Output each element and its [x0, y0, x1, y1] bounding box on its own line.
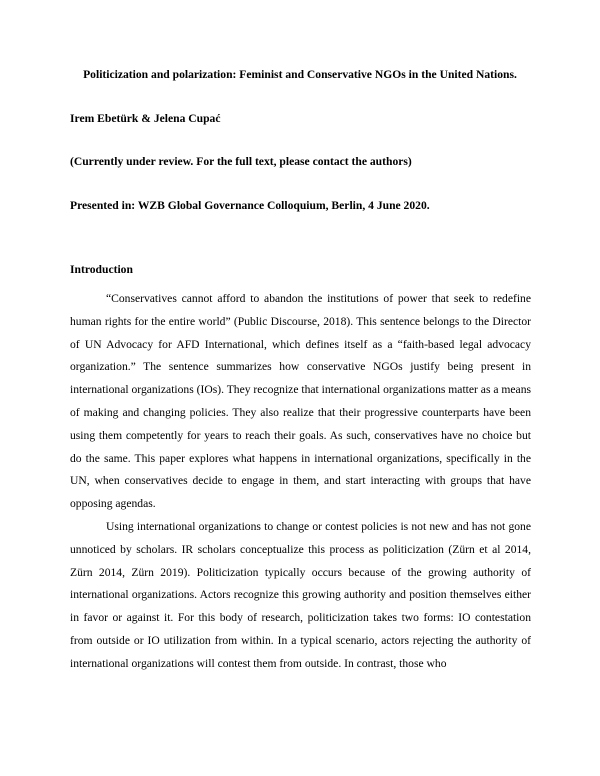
- authors: Irem Ebetürk & Jelena Cupać: [70, 112, 221, 125]
- review-note: (Currently under review. For the full text, please contact the authors): [70, 155, 412, 168]
- presentation-info: Presented in: WZB Global Governance Colloquium, Berlin, 4 June 2020.: [70, 199, 430, 212]
- paper-title: Politicization and polarization: Feminist and Conservative NGOs in the United Nations.: [83, 68, 517, 81]
- body-paragraph: Using international organizations to change or contest policies is not new and has not gone unnoticed by scholars. IR scholars conceptualize this process as politicization (Zürn et al 2014, Zürn 2014, Zürn 2019). Politicization typically occurs because of the growing authority of international organizations. Actors recognize this growing authority and position themselves either in favor or against it. For this body of research, politicization takes two forms: IO contestation from outside or IO utilization from within. In a typical scenario, actors rejecting the authority of international organizations will contest them from outside. In contrast, those who: [70, 520, 531, 670]
- section-heading: Introduction: [70, 263, 133, 276]
- body-paragraph: “Conservatives cannot afford to abandon the institutions of power that seek to redefine human rights for the entire world” (Public Discourse, 2018). This sentence belongs to the Director of UN Advocacy for AFD International, which defines itself as a “faith-based legal advocacy organization.” The sentence summarizes how conservative NGOs justify being present in international organizations (IOs). They recognize that international organizations matter as a means of making and changing policies. They also realize that their progressive counterparts have been using them competently for years to reach their goals. As such, conservatives have no choice but do the same. This paper explores what happens in international organizations, specifically in the UN, when conservatives decide to engage in them, and start interacting with groups that have opposing agendas.: [70, 292, 532, 511]
